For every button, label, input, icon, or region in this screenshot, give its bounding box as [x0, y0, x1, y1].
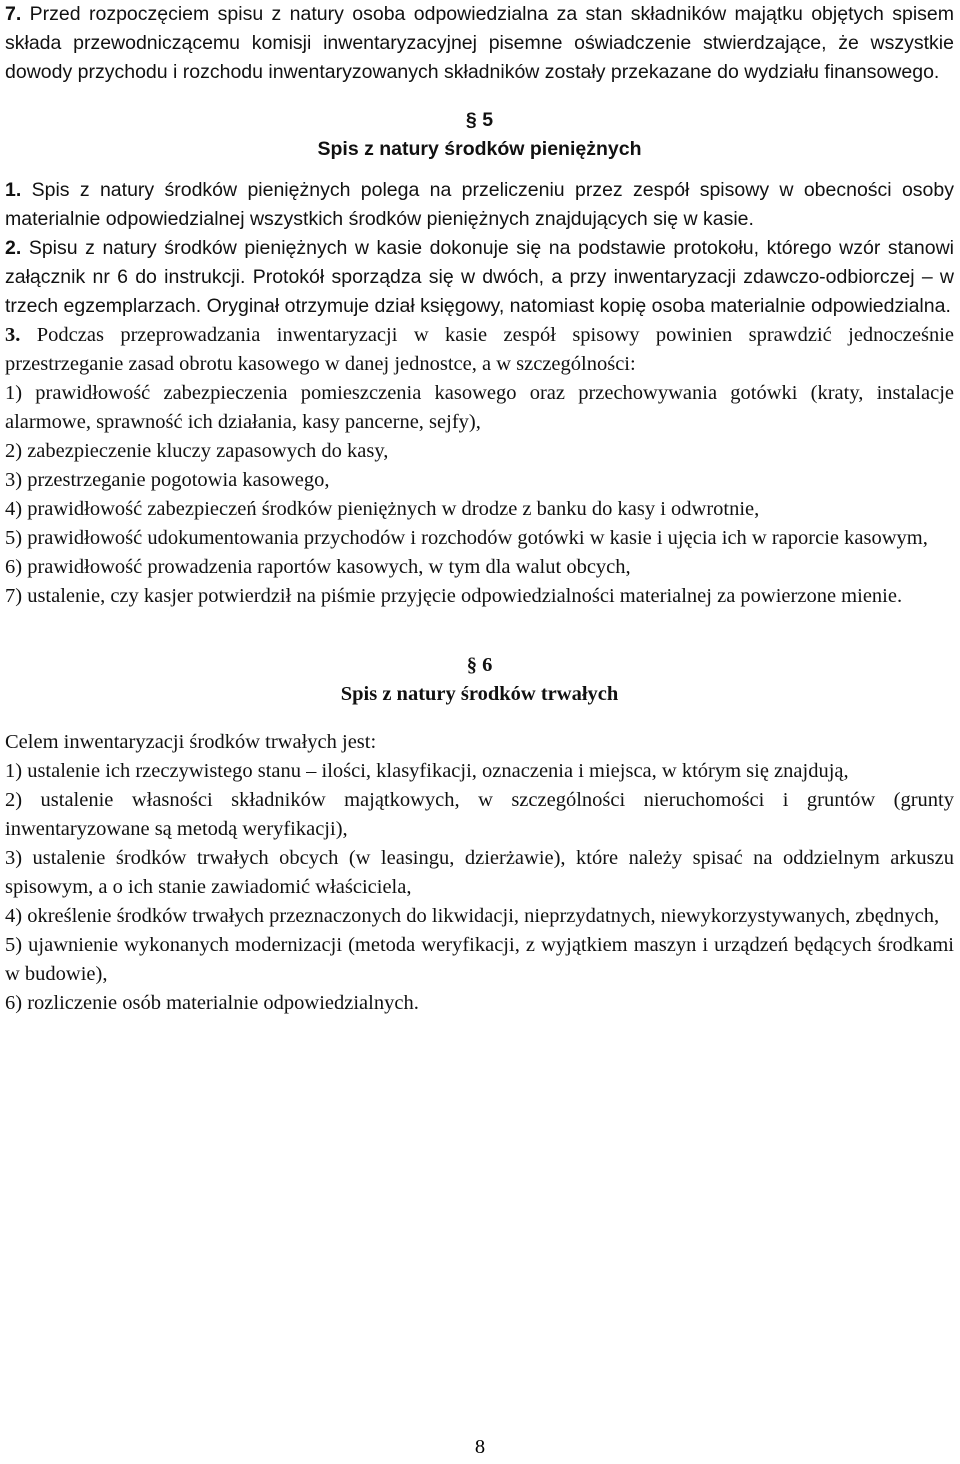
section-number: 6 — [482, 654, 493, 676]
list-item: 2) ustalenie własności składników majątkowych, w szczególności nieruchomości i gruntów (grunty inwentaryzowane są metodą weryfikacji), — [5, 789, 954, 840]
section-5-paragraph-2 — [5, 234, 954, 321]
section-5-heading — [5, 106, 954, 135]
section-6-intro: Celem inwentaryzacji środków trwałych jest: — [5, 731, 377, 753]
paragraph-number: 1. — [5, 179, 22, 201]
list-item: 6) prawidłowość prowadzenia raportów kasowych, w tym dla walut obcych, — [5, 556, 631, 578]
section-number: 5 — [482, 109, 494, 131]
paragraph-text: Spis z natury środków pieniężnych polega na przeliczeniu przez zespół spisowy w obecności osoby materialnie odpowiedzialnej wszystkich środków pieniężnych znajdujących się w kasie. — [5, 179, 954, 230]
page-number: 8 — [474, 1436, 486, 1458]
list-item: 7) ustalenie, czy kasjer potwierdził na piśmie przyjęcie odpowiedzialności materialnej za powierzone mienie. — [5, 585, 903, 607]
list-item: 1) ustalenie ich rzeczywistego stanu – ilości, klasyfikacji, oznaczenia i miejsca, w którym się znajdują, — [5, 760, 849, 782]
section-5-paragraph-3 — [5, 321, 954, 379]
list-item: 5) ujawnienie wykonanych modernizacji (metoda weryfikacji, z wyjątkiem maszyn i urządzeń będących środkami w budowie), — [5, 934, 954, 985]
list-item: 4) prawidłowość zabezpieczeń środków pieniężnych w drodze z banku do kasy i odwrotnie, — [5, 498, 760, 520]
list-item: 5) prawidłowość udokumentowania przychodów i rozchodów gotówki w kasie i ujęcia ich w raporcie kasowym, — [5, 527, 928, 549]
paragraph-number: 2. — [5, 237, 22, 259]
list-item: 1) prawidłowość zabezpieczenia pomieszczenia kasowego oraz przechowywania gotówki (kraty, instalacje alarmowe, sprawność ich działania, kasy pancerne, sejfy), — [5, 382, 954, 433]
paragraph-text-b: Protokół sporządza się w dwóch, a przy inwentaryzacji zdawczo-odbiorczej – w trzech egzemplarzach. — [5, 266, 955, 317]
paragraph-text-a: Spisu z natury środków pieniężnych w kasie dokonuje się na podstawie protokołu, którego wzór stanowi załącznik nr 6 do instrukcji. — [5, 237, 954, 288]
paragraph-number: 3. — [5, 324, 21, 346]
list-item: 6) rozliczenie osób materialnie odpowiedzialnych. — [5, 992, 419, 1014]
paragraph-text: Przed rozpoczęciem spisu z natury osoba odpowiedzialna za stan składników majątku objętych spisem składa przewodniczącemu komisji inwentaryzacyjnej pisemne oświadczenie stwierdzające, że wszystkie dowody przychodu i rozchodu inwentaryzowanych składników zostały przekazane do wydziału finansowego. — [5, 3, 954, 83]
section-symbol: § — [465, 109, 477, 131]
section-5-paragraph-1 — [5, 176, 954, 234]
paragraph-7 — [5, 0, 954, 87]
paragraph-number: 7. — [5, 3, 22, 25]
section-symbol: § — [466, 654, 477, 676]
list-item: 3) przestrzeganie pogotowia kasowego, — [5, 469, 330, 491]
section-5-title: Spis z natury środków pieniężnych — [317, 138, 642, 160]
paragraph-text-c: Oryginał otrzymuje dział księgowy, natomiast kopię osoba materialnie odpowiedzialna. — [206, 295, 951, 317]
list-item: 3) ustalenie środków trwałych obcych (w leasingu, dzierżawie), które należy spisać na oddzielnym arkuszu spisowym, a o ich stanie zawiadomić właściciela, — [5, 847, 954, 898]
section-6-heading — [5, 651, 954, 680]
list-item: 2) zabezpieczenie kluczy zapasowych do kasy, — [5, 440, 389, 462]
paragraph-text: Podczas przeprowadzania inwentaryzacji w kasie zespół spisowy powinien sprawdzić jednocześnie przestrzeganie zasad obrotu kasowego w danej jednostce, a w szczególności: — [5, 324, 955, 375]
section-6-title: Spis z natury środków trwałych — [340, 683, 619, 705]
list-item: 4) określenie środków trwałych przeznaczonych do likwidacji, nieprzydatnych, niewykorzystywanych, zbędnych, — [5, 905, 940, 927]
